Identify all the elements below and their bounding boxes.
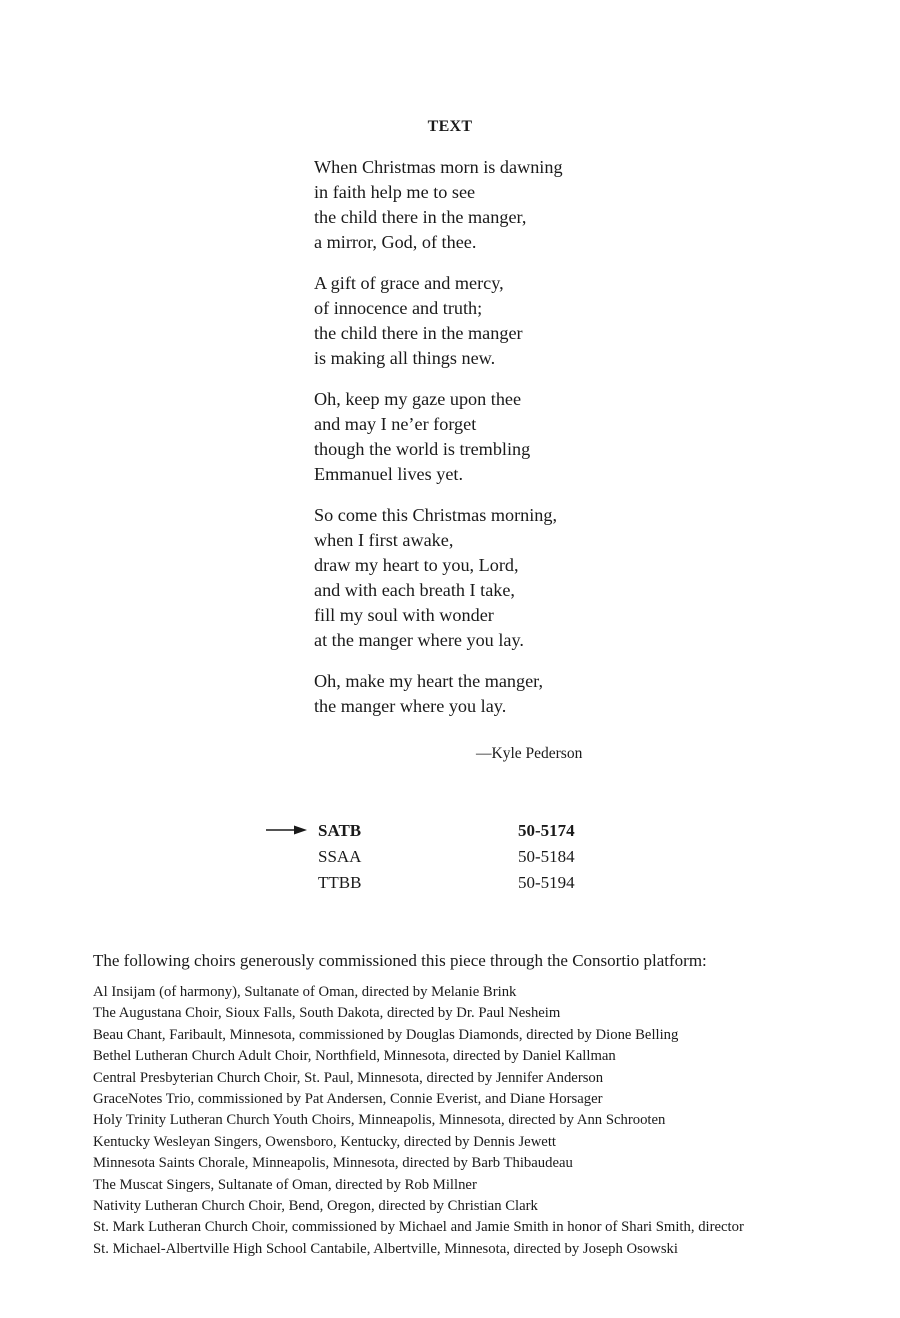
edition-list bbox=[266, 818, 606, 896]
edition-row-ttbb bbox=[266, 870, 606, 896]
stanza bbox=[314, 669, 734, 719]
choir-entry: Holy Trinity Lutheran Church Youth Choirs, Minneapolis, Minnesota, directed by Ann Schrooten bbox=[93, 1112, 666, 1129]
choir-entry: Al Insijam (of harmony), Sultanate of Oman, directed by Melanie Brink bbox=[93, 984, 517, 1000]
commission-intro: The following choirs generously commissioned this piece through the Consortio platform: bbox=[93, 951, 707, 970]
poem-line: Emmanuel lives yet. bbox=[314, 464, 463, 484]
poem-line: Oh, make my heart the manger, bbox=[314, 671, 544, 691]
poem-line: at the manger where you lay. bbox=[314, 630, 524, 650]
stanza bbox=[314, 387, 734, 487]
edition-number: 50-5194 bbox=[518, 873, 575, 892]
choir-entry: Nativity Lutheran Church Choir, Bend, Oregon, directed by Christian Clark bbox=[93, 1198, 538, 1215]
edition-voicing: SSAA bbox=[318, 847, 362, 866]
stanza bbox=[314, 271, 734, 371]
poem-line: of innocence and truth; bbox=[314, 298, 483, 318]
poem-line: when I first awake, bbox=[314, 530, 454, 550]
choir-entry: St. Mark Lutheran Church Choir, commissioned by Michael and Jamie Smith in honor of Shari Smith, director bbox=[93, 1219, 744, 1236]
edition-number: 50-5184 bbox=[518, 847, 575, 866]
choir-entry: St. Michael-Albertville High School Cantabile, Albertville, Minnesota, directed by Joseph Osowski bbox=[93, 1240, 678, 1257]
edition-voicing: SATB bbox=[318, 821, 362, 840]
poem-line: is making all things new. bbox=[314, 348, 496, 368]
stanza bbox=[314, 503, 734, 653]
poem-line: in faith help me to see bbox=[314, 182, 476, 202]
choir-entry: The Augustana Choir, Sioux Falls, South Dakota, directed by Dr. Paul Nesheim bbox=[93, 1005, 561, 1022]
arrow-right-icon bbox=[266, 824, 308, 836]
choir-entry: Bethel Lutheran Church Adult Choir, Northfield, Minnesota, directed by Daniel Kallman bbox=[93, 1048, 616, 1065]
poem-text bbox=[314, 155, 734, 735]
poem-line: though the world is trembling bbox=[314, 439, 531, 459]
edition-voicing: TTBB bbox=[318, 873, 362, 892]
poem-line: the manger where you lay. bbox=[314, 696, 507, 716]
choir-entry: The Muscat Singers, Sultanate of Oman, directed by Rob Millner bbox=[93, 1176, 477, 1193]
edition-number: 50-5174 bbox=[518, 821, 575, 840]
poem-line: and with each breath I take, bbox=[314, 580, 515, 600]
poem-line: So come this Christmas morning, bbox=[314, 505, 558, 525]
stanza bbox=[314, 155, 734, 255]
choir-entry: Minnesota Saints Chorale, Minneapolis, Minnesota, directed by Barb Thibaudeau bbox=[93, 1155, 573, 1172]
poem-line: a mirror, God, of thee. bbox=[314, 232, 477, 252]
section-heading: TEXT bbox=[427, 118, 473, 135]
commissioning-choir-list bbox=[93, 982, 873, 1260]
poem-line: A gift of grace and mercy, bbox=[314, 273, 504, 293]
author-attribution: —Kyle Pederson bbox=[476, 745, 583, 762]
edition-row-ssaa bbox=[266, 844, 606, 870]
choir-entry: GraceNotes Trio, commissioned by Pat Andersen, Connie Everist, and Diane Horsager bbox=[93, 1091, 603, 1108]
edition-row-satb bbox=[266, 818, 606, 844]
poem-line: draw my heart to you, Lord, bbox=[314, 555, 519, 575]
poem-line: Oh, keep my gaze upon thee bbox=[314, 389, 522, 409]
choir-entry: Central Presbyterian Church Choir, St. Paul, Minnesota, directed by Jennifer Anderson bbox=[93, 1069, 604, 1086]
poem-line: fill my soul with wonder bbox=[314, 605, 494, 625]
poem-line: the child there in the manger bbox=[314, 323, 523, 343]
choir-entry: Beau Chant, Faribault, Minnesota, commissioned by Douglas Diamonds, directed by Dione Belling bbox=[93, 1026, 679, 1043]
choir-entry: Kentucky Wesleyan Singers, Owensboro, Kentucky, directed by Dennis Jewett bbox=[93, 1133, 556, 1150]
poem-line: the child there in the manger, bbox=[314, 207, 527, 227]
poem-line: and may I ne’er forget bbox=[314, 414, 477, 434]
poem-line: When Christmas morn is dawning bbox=[314, 157, 563, 177]
